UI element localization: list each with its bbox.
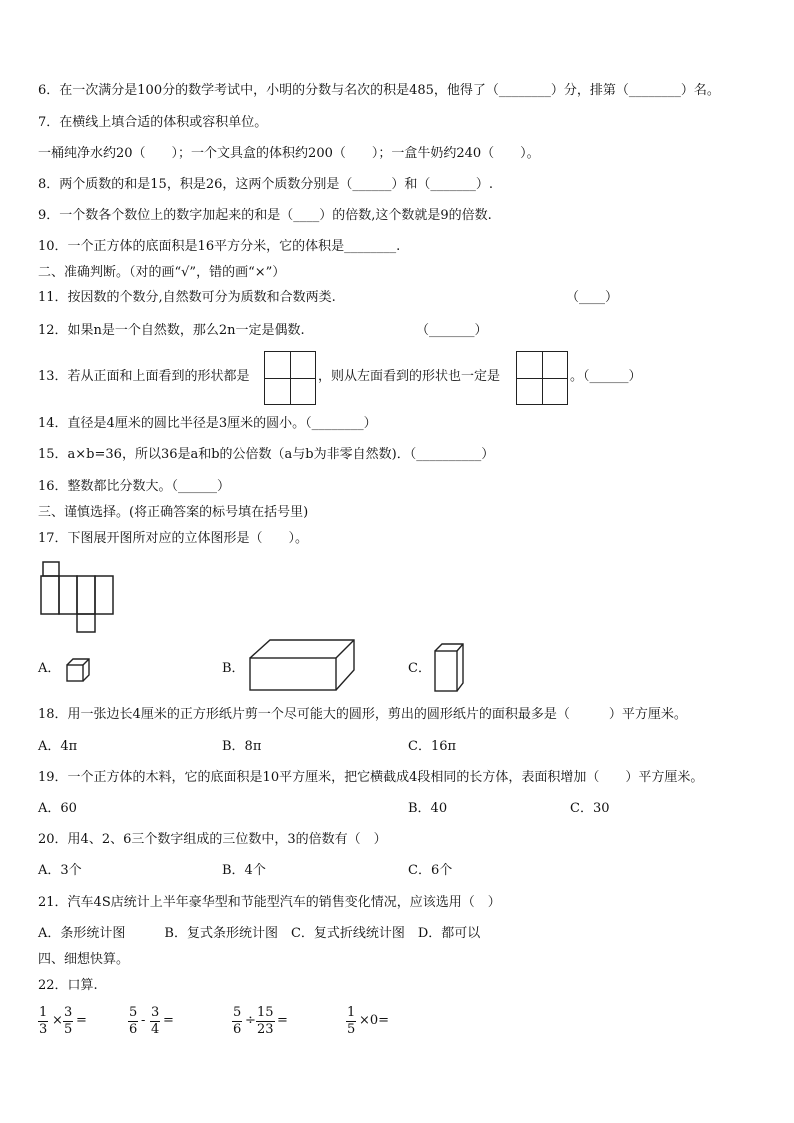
square-grid-figure — [516, 351, 568, 405]
question-18-option-c: C．16π — [408, 739, 457, 754]
square-grid-figure — [264, 351, 316, 405]
question-7-items: 一桶纯净水约20（ ）；一个文具盒的体积约200（ ）；一盒牛奶约240（ ）。 — [38, 146, 540, 161]
question-20-option-a: A．3个 — [38, 863, 82, 878]
question-15: 15．a×b=36，所以36是a和b的公倍数（a与b为非零自然数)．（__________） — [38, 447, 495, 462]
question-19: 19．一个正方体的木料，它的底面积是10平方厘米，把它横截成4段相同的长方体，表面积增加（ ）平方厘米。 — [38, 770, 704, 785]
question-17-option-a: A． — [38, 661, 61, 676]
question-17: 17．下图展开图所对应的立体图形是（ ）。 — [38, 531, 309, 546]
question-20-option-c: C．6个 — [408, 863, 453, 878]
question-19-option-a: A．60 — [38, 801, 77, 816]
question-13-part2: ，则从左面看到的形状也一定是 — [318, 369, 501, 384]
flat-cuboid-figure — [246, 636, 358, 692]
question-11: 11．按因数的个数分,自然数可分为质数和合数两类. — [38, 290, 336, 305]
question-14: 14．直径是4厘米的圆比半径是3厘米的圆小。（________） — [38, 416, 377, 431]
question-18: 18．用一张边长4厘米的正方形纸片剪一个尽可能大的圆形，剪出的圆形纸片的面积最多是（ ）平方厘米。 — [38, 707, 687, 722]
question-21: 21．汽车4S店统计上半年豪华型和节能型汽车的销售变化情况，应该选用（ ） — [38, 895, 501, 910]
question-17-option-b: B． — [222, 661, 245, 676]
question-12-answer: （_______） — [416, 323, 488, 338]
question-20-option-b: B．4个 — [222, 863, 266, 878]
section-3-title: 三、谨慎选择。(将正确答案的标号填在括号里) — [38, 505, 309, 520]
cube-net-figure — [38, 560, 118, 634]
question-8: 8．两个质数的和是15，积是26，这两个质数分别是（______）和（_______）. — [38, 177, 493, 192]
question-22: 22．口算. — [38, 978, 98, 993]
question-13-part1: 13．若从正面和上面看到的形状都是 — [38, 369, 250, 384]
question-7: 7．在横线上填合适的体积或容积单位。 — [38, 115, 268, 130]
question-12: 12．如果n是一个自然数，那么2n一定是偶数. — [38, 323, 305, 338]
question-13-answer: 。（______） — [570, 369, 642, 384]
question-11-answer: （____） — [566, 290, 619, 305]
tall-cuboid-figure — [432, 641, 466, 693]
question-17-option-c: C． — [408, 661, 431, 676]
question-18-option-b: B．8π — [222, 739, 262, 754]
question-9: 9．一个数各个数位上的数字加起来的和是（____）的倍数,这个数就是9的倍数. — [38, 208, 492, 223]
question-21-options: A．条形统计图 B．复式条形统计图 C．复式折线统计图 D．都可以 — [38, 926, 481, 941]
question-20: 20．用4、2、6三个数字组成的三位数中，3的倍数有（ ） — [38, 832, 387, 847]
question-19-option-b: B．40 — [408, 801, 448, 816]
section-2-title: 二、准确判断。（对的画“√”，错的画“×”） — [38, 265, 286, 280]
question-16: 16．整数都比分数大。（______） — [38, 479, 231, 494]
question-19-option-c: C．30 — [570, 801, 610, 816]
section-4-title: 四、细想快算。 — [38, 952, 130, 967]
question-6: 6．在一次满分是100分的数学考试中，小明的分数与名次的积是485，他得了（________）分，排第（________）名。 — [38, 83, 720, 98]
question-10: 10．一个正方体的底面积是16平方分米，它的体积是________. — [38, 239, 401, 254]
question-18-option-a: A．4π — [38, 739, 78, 754]
small-cube-figure — [64, 655, 94, 685]
